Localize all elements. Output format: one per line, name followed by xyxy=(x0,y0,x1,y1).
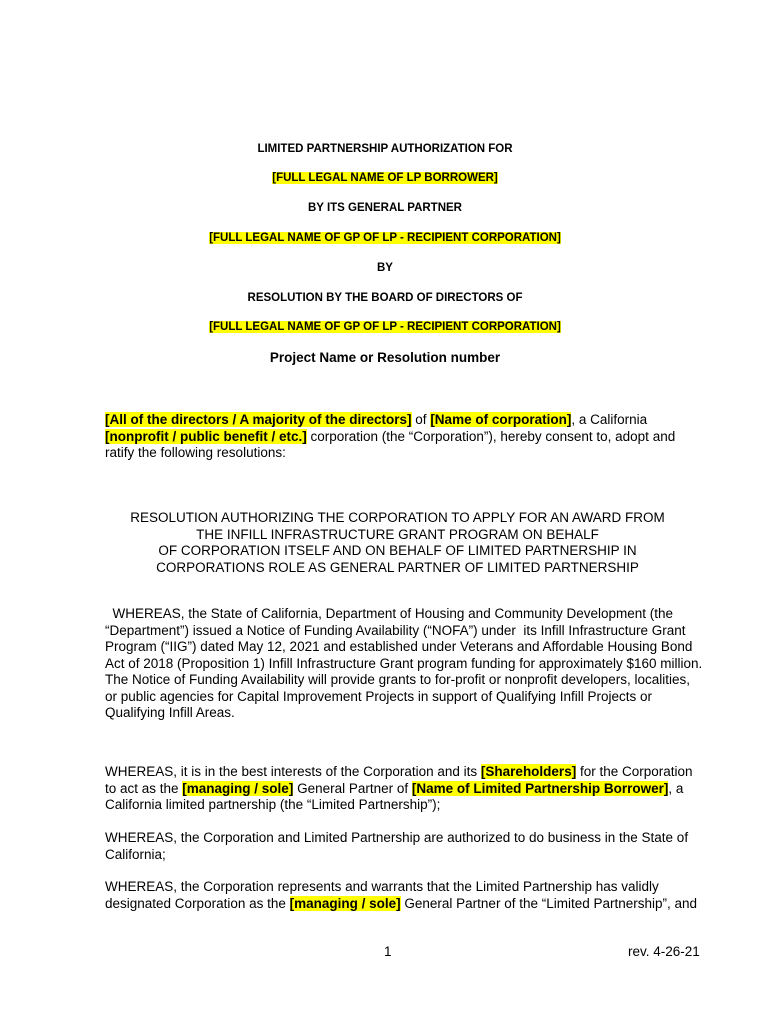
resolution-title xyxy=(105,510,690,576)
title-line-4 xyxy=(0,232,770,244)
managing-sole-placeholder-2: [managing / sole] xyxy=(289,895,401,911)
title-line-3: BY ITS GENERAL PARTNER xyxy=(308,202,462,214)
project-name: Project Name or Resolution number xyxy=(269,350,501,365)
corporation-name-placeholder: [Name of corporation] xyxy=(430,412,572,427)
whereas4-text-1: WHEREAS, the Corporation represents and warrants that the Limited Partnership has validly designated Corporation as the xyxy=(105,879,659,911)
resolution-title-line-4: CORPORATIONS ROLE AS GENERAL PARTNER OF LIMITED PARTNERSHIP xyxy=(156,559,639,575)
resolution-title-line-1: RESOLUTION AUTHORIZING THE CORPORATION TO APPLY FOR AN AWARD FROM xyxy=(130,510,665,525)
corporation-type-placeholder: [nonprofit / public benefit / etc.] xyxy=(105,428,307,444)
lp-borrower-placeholder: [FULL LEGAL NAME OF LP BORROWER] xyxy=(272,172,498,184)
whereas2-text-4: , a California limited partnership (the “Limited Partnership”); xyxy=(105,780,684,812)
whereas2-text-3: General Partner of xyxy=(293,780,412,796)
revision-label: rev. 4-26-21 xyxy=(628,944,700,959)
title-line-7 xyxy=(0,321,770,333)
title-line-5: BY xyxy=(377,262,393,274)
page-number: 1 xyxy=(384,944,392,959)
intro-text-3: corporation (the “Corporation”), hereby consent to, adopt and ratify the following resolutions: xyxy=(105,428,676,460)
whereas2-text-2: for the Corporation to act as the xyxy=(105,764,693,796)
intro-text-2: , a California xyxy=(571,412,648,427)
gp-name-placeholder-2: [FULL LEGAL NAME OF GP OF LP - RECIPIENT CORPORATION] xyxy=(209,321,561,333)
shareholders-placeholder: [Shareholders] xyxy=(480,764,577,779)
gp-name-placeholder: [FULL LEGAL NAME OF GP OF LP - RECIPIENT CORPORATION] xyxy=(209,232,561,244)
resolution-title-line-2: THE INFILL INFRASTRUCTURE GRANT PROGRAM ON BEHALF xyxy=(196,526,599,542)
title-line-2 xyxy=(0,172,770,184)
title-line-6: RESOLUTION BY THE BOARD OF DIRECTORS OF xyxy=(247,292,523,304)
intro-paragraph xyxy=(105,412,705,462)
intro-text-1: of xyxy=(411,412,431,427)
lp-name-placeholder: [Name of Limited Partnership Borrower] xyxy=(411,780,669,796)
whereas-paragraph-3: WHEREAS, the Corporation and Limited Partnership are authorized to do business in the State of California; xyxy=(105,830,689,862)
whereas-paragraph-1: WHEREAS, the State of California, Department of Housing and Community Development (the “Department”) issued a Notice of Funding Availability (“NOFA”) under its Infill Infrastructure Grant Program (“IIG”) dated May 12, 2021 and established under Veterans and Affordable Housing Bond Act of 2018 (Proposition 1) Infill Infrastructure Grant program funding for approximately $160 million. The Notice of Funding Availability will provide grants to for-profit or nonprofit developers, localities, or public agencies for Capital Improvement Projects in support of Qualifying Infill Projects or Qualifying Infill Areas. xyxy=(105,606,706,720)
whereas-paragraph-4 xyxy=(105,879,705,912)
directors-placeholder: [All of the directors / A majority of the directors] xyxy=(105,412,412,427)
title-line-1: LIMITED PARTNERSHIP AUTHORIZATION FOR xyxy=(257,143,513,155)
resolution-title-line-3: OF CORPORATION ITSELF AND ON BEHALF OF LIMITED PARTNERSHIP IN xyxy=(158,543,637,558)
whereas-paragraph-2 xyxy=(105,764,705,814)
managing-sole-placeholder: [managing / sole] xyxy=(182,780,294,796)
whereas2-text-1: WHEREAS, it is in the best interests of the Corporation and its xyxy=(105,764,481,779)
whereas4-text-2: General Partner of the “Limited Partnership”, and xyxy=(400,895,698,911)
